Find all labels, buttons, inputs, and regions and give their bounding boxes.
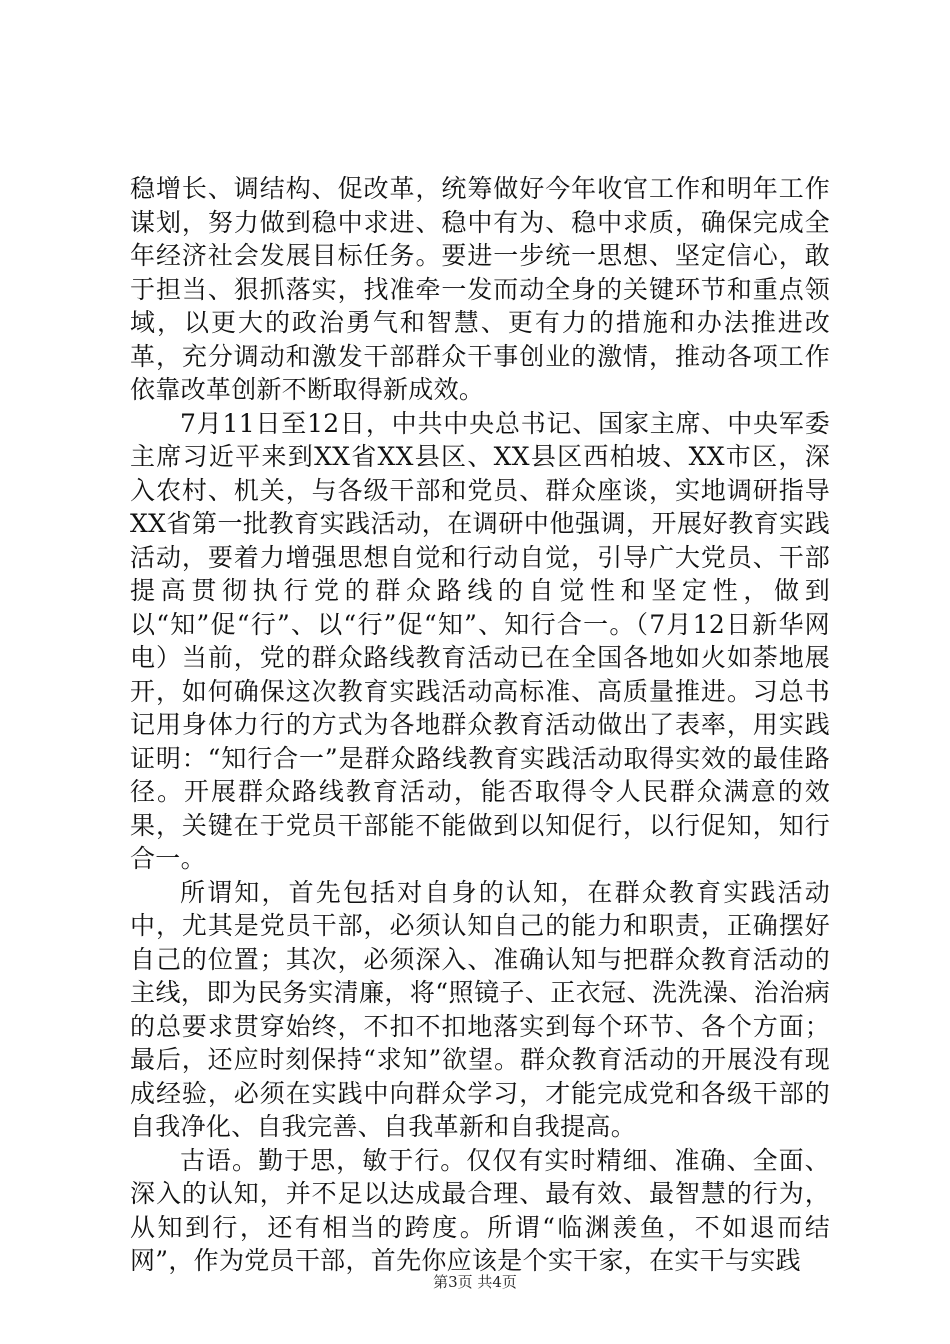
paragraph-3: 所谓知，首先包括对自身的认知，在群众教育实践活动中，尤其是党员干部，必须认知自己的能力和职责，正确摆好自己的位置；其次，必须深入、准确认知与把群众教育活动的主线，即为民务实清廉，将“照镜子、正衣冠、洗洗澡、治治病的总要求贯穿始终，不扣不扣地落实到每个环节、各个方面；最后，还应时刻保持“求知”欲望。群众教育活动的开展没有现成经验，必须在实践中向群众学习，才能完成党和各级干部的自我净化、自我完善、自我革新和自我提高。 (130, 877, 830, 1141)
document-body (130, 172, 830, 1278)
paragraph-4: 古语。勤于思，敏于行。仅仅有实时精细、准确、全面、深入的认知，并不足以达成最合理、最有效、最智慧的行为，从知到行，还有相当的跨度。所谓“临渊羡鱼，不如退而结网”，作为党员干部，首先你应该是个实干家，在实干与实践 (130, 1145, 830, 1275)
page-number-label: 第3页 共4页 (433, 1273, 517, 1291)
page-footer (0, 1271, 950, 1292)
paragraph-2: 7月11日至12日，中共中央总书记、国家主席、中央军委主席习近平来到XX省XX县区、XX县区西柏坡、XX市区，深入农村、机关，与各级干部和党员、群众座谈，实地调研指导XX省第一批教育实践活动，在调研中他强调，开展好教育实践活动，要着力增强思想自觉和行动自觉，引导广大党员、干部提高贯彻执行党的群众路线的自觉性和坚定性，做到以“知”促“行”、以“行”促“知”、知行合一。（7月12日新华网电）当前，党的群众路线教育活动已在全国各地如火如荼地展开，如何确保这次教育实践活动高标准、高质量推进。习总书记用身体力行的方式为各地群众教育活动做出了表率，用实践证明：“知行合一”是群众路线教育实践活动取得实效的最佳路径。开展群众路线教育活动，能否取得令人民群众满意的效果，关键在于党员干部能不能做到以知促行，以行促知，知行合一。 (130, 408, 830, 873)
paragraph-1: 稳增长、调结构、促改革，统筹做好今年收官工作和明年工作谋划，努力做到稳中求进、稳中有为、稳中求质，确保完成全年经济社会发展目标任务。要进一步统一思想、坚定信心，敢于担当、狠抓落实，找准牵一发而动全身的关键环节和重点领域，以更大的政治勇气和智慧、更有力的措施和办法推进改革，充分调动和激发干部群众干事创业的激情，推动各项工作依靠改革创新不断取得新成效。 (130, 174, 830, 404)
